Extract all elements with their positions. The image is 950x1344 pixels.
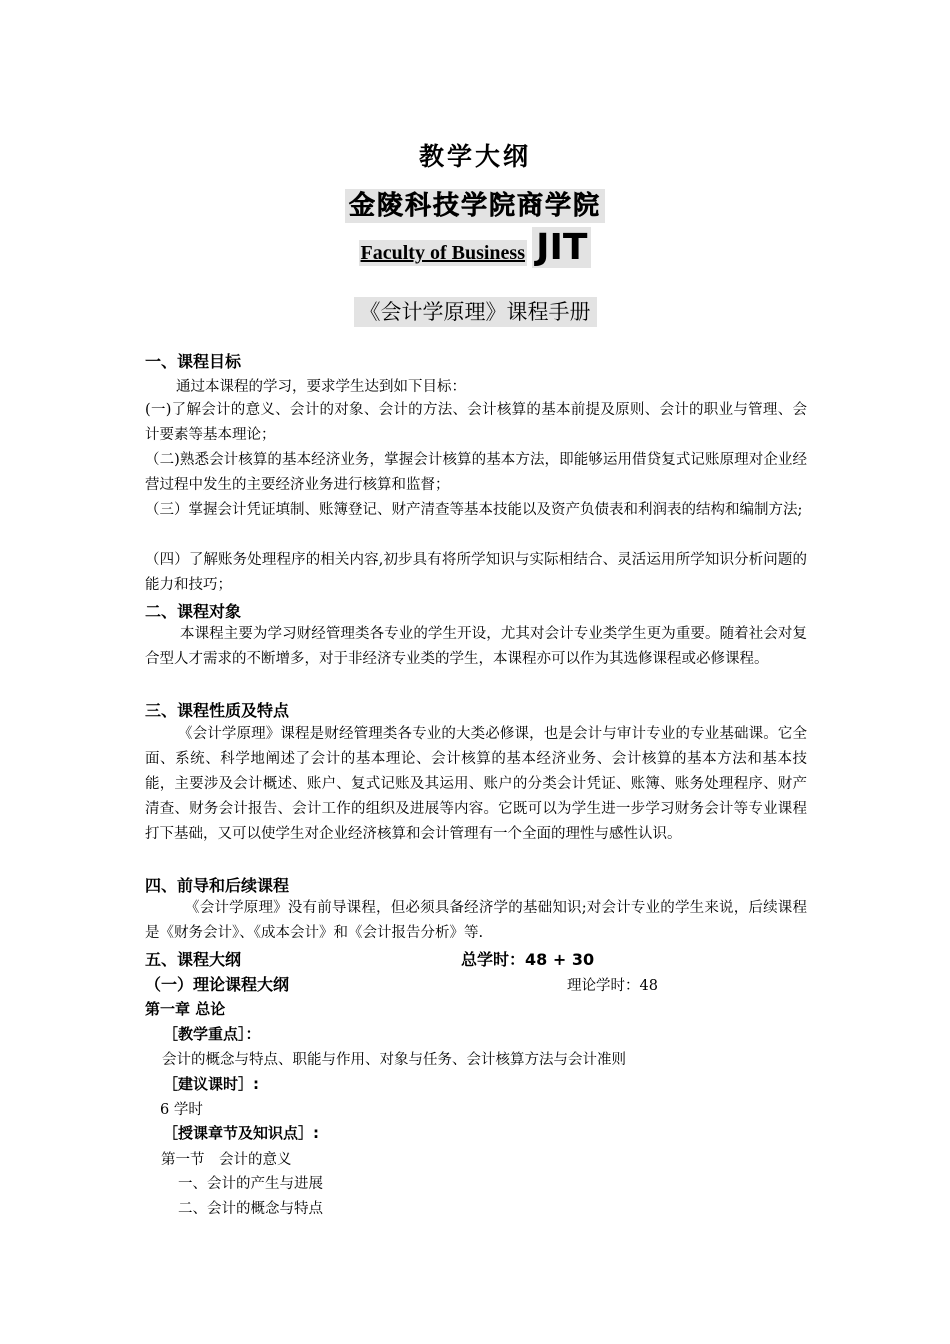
section-heading-syllabus: 五、课程大纲: [145, 950, 242, 969]
objective-item-1: (一)了解会计的意义、会计的对象、会计的方法、会计核算的基本前提及原则、会计的职业与管理、会计要素等基本理论；: [145, 402, 807, 443]
suggested-hours-label: ［建议课时］:: [163, 1075, 259, 1093]
teaching-focus-label: ［教学重点］：: [163, 1025, 261, 1043]
section-heading-objectives: 一、课程目标: [145, 352, 242, 371]
knowledge-point-2: 二、会计的概念与特点: [178, 1201, 323, 1217]
course-handbook-text: 《会计学原理》课程手册: [354, 297, 597, 327]
section-1-title: 第一节 会计的意义: [161, 1152, 292, 1168]
course-handbook-title: [0, 296, 950, 326]
objective-item-3: （三）掌握会计凭证填制、账簿登记、财产清查等基本技能以及资产负债表和利润表的结构和编制方法;: [145, 502, 803, 518]
prerequisites-text: 《会计学原理》没有前导课程，但必须具备经济学的基础知识;对会计专业的学生来说，后续课程是《财务会计》、《成本会计》和《会计报告分析》等.: [145, 900, 807, 941]
section-heading-audience: 二、课程对象: [145, 602, 242, 621]
faculty-line: [0, 228, 950, 268]
chapter-title: 第一章 总论: [145, 1000, 226, 1018]
objective-item-2: （二)熟悉会计核算的基本经济业务，掌握会计核算的基本方法，即能够运用借贷复式记账原理对企业经营过程中发生的主要经济业务进行核算和监督；: [145, 452, 807, 493]
faculty-name: Faculty of Business: [360, 242, 525, 264]
nature-text: 《会计学原理》课程是财经管理类各专业的大类必修课，也是会计与审计专业的专业基础课。它全面、系统、科学地阐述了会计的基本理论、会计核算的基本经济业务、会计核算的基本方法和基本技能，主要涉及会计概述、账户、复式记账及其运用、账户的分类会计凭证、账簿、账务处理程序、财产清查、财务会计报告、会计工作的组织及进展等内容。它既可以为学生进一步学习财务会计等专业课程打下基础，又可以使学生对企业经济核算和会计管理有一个全面的理性与感性认识。: [145, 726, 807, 842]
jit-logo-text: JIT: [532, 227, 591, 268]
objectives-intro: 通过本课程的学习，要求学生达到如下目标：: [176, 379, 466, 395]
document-title: 教学大纲: [418, 142, 531, 171]
theory-hours: 理论学时：48: [567, 978, 658, 994]
total-hours: 总学时：48 + 30: [461, 950, 595, 969]
section-heading-nature: 三、课程性质及特点: [145, 701, 290, 720]
theory-syllabus-heading: （一）理论课程大纲: [145, 975, 290, 994]
school-name: [0, 185, 950, 222]
suggested-hours-text: 6 学时: [160, 1102, 203, 1118]
audience-text: 本课程主要为学习财经管理类各专业的学生开设，尤其对会计专业类学生更为重要。随着社会对复合型人才需求的不断增多，对于非经济专业类的学生，本课程亦可以作为其选修课程或必修课程。: [145, 626, 807, 667]
objective-item-4: （四）了解账务处理程序的相关内容,初步具有将所学知识与实际相结合、灵活运用所学知识分析问题的能力和技巧；: [145, 552, 807, 593]
teaching-focus-text: 会计的概念与特点、职能与作用、对象与任务、会计核算方法与会计准则: [162, 1052, 626, 1068]
sections-label: ［授课章节及知识点］:: [163, 1124, 319, 1142]
school-name-text: 金陵科技学院商学院: [345, 189, 605, 223]
section-heading-prerequisites: 四、前导和后续课程: [145, 876, 290, 895]
knowledge-point-1: 一、会计的产生与进展: [178, 1176, 323, 1192]
